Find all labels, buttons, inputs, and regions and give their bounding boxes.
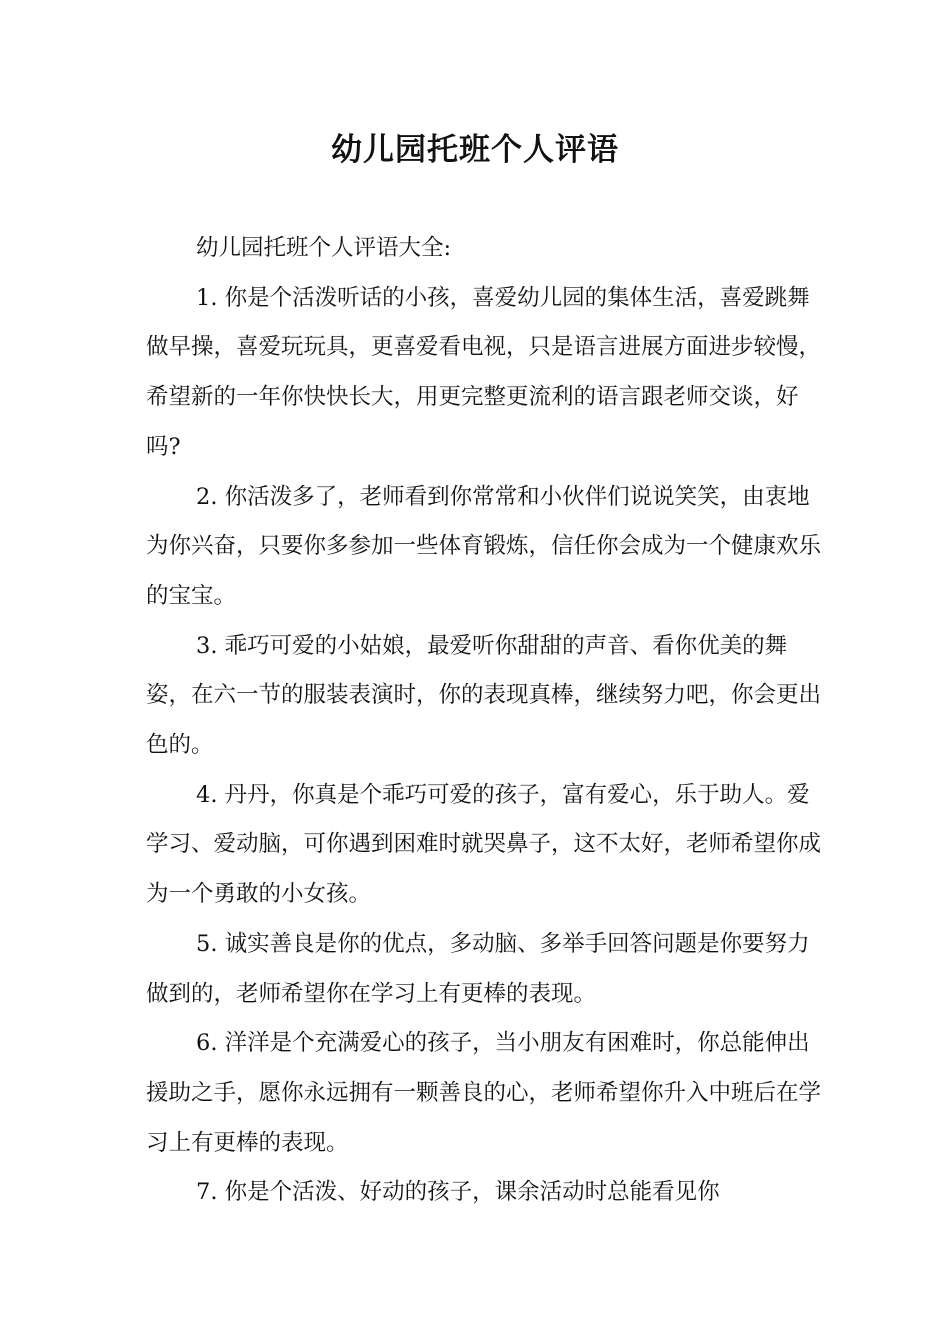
document-title: 幼儿园托班个人评语 [331,132,619,168]
paragraph-item-5: 5. 诚实善良是你的优点，多动脑、多举手回答问题是你要努力做到的，老师希望你在学习上有更棒的表现。 [146,930,810,1007]
paragraph-item-2: 2. 你活泼多了，老师看到你常常和小伙伴们说说笑笑，由衷地为你兴奋，只要你多参加一些体育锻炼，信任你会成为一个健康欢乐的宝宝。 [146,483,822,609]
paragraph-intro: 幼儿园托班个人评语大全: [196,235,452,261]
paragraph-item-4: 4. 丹丹，你真是个乖巧可爱的孩子，富有爱心，乐于助人。爱学习、爱动脑，可你遇到困难时就哭鼻子，这不太好，老师希望你成为一个勇敢的小女孩。 [146,781,822,908]
document-body [146,224,826,1218]
paragraph-item-6: 6. 洋洋是个充满爱心的孩子，当小朋友有困难时，你总能伸出援助之手，愿你永远拥有一颗善良的心，老师希望你升入中班后在学习上有更棒的表现。 [146,1030,822,1156]
paragraph-item-7: 7. 你是个活泼、好动的孩子，课余活动时总能看见你 [196,1179,720,1206]
paragraph-item-3: 3. 乖巧可爱的小姑娘，最爱听你甜甜的声音、看你优美的舞姿，在六一节的服装表演时，你的表现真棒，继续努力吧，你会更出色的。 [146,632,822,759]
paragraph-item-1: 1. 你是个活泼听话的小孩，喜爱幼儿园的集体生活，喜爱跳舞做早操，喜爱玩玩具，更喜爱看电视，只是语言进展方面进步较慢，希望新的一年你快快长大，用更完整更流利的语言跟老师交谈，好吗? [146,284,822,460]
